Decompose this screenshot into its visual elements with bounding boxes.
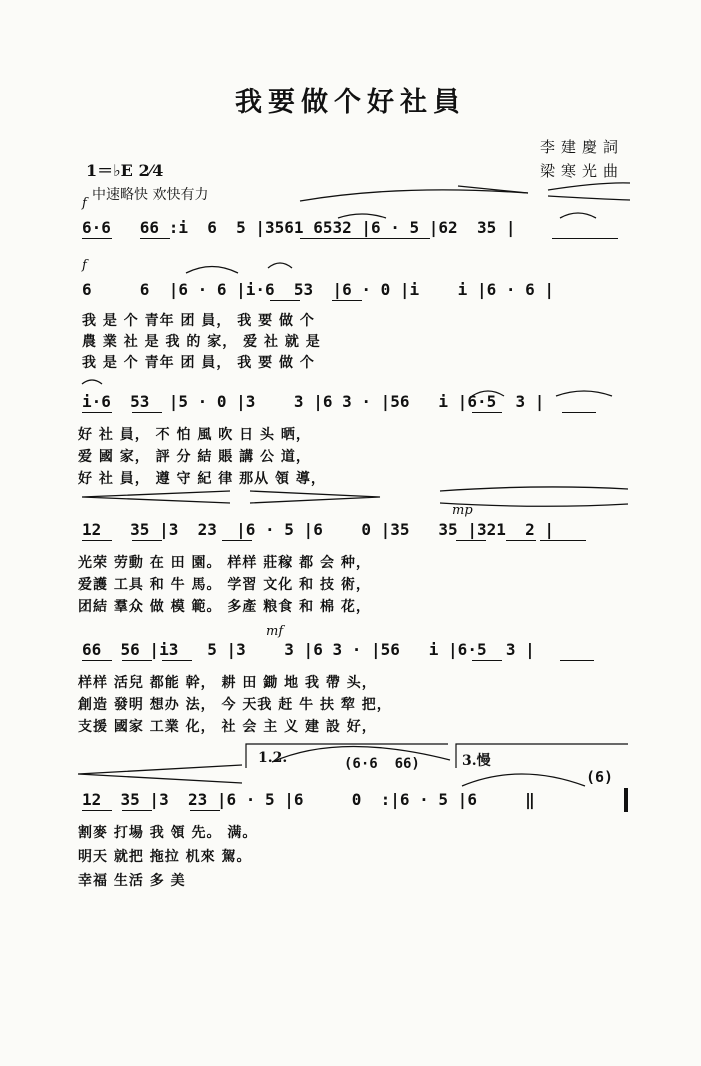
- key-signature: 1＝♭E 2⁄4: [86, 161, 164, 180]
- crescendo-hairpin: [300, 190, 528, 201]
- notation-line: 6 6 |6 · 6 |i·6 53 |6 · 0 |i i |6 · 6 |: [82, 280, 555, 299]
- lyric-line: 幸福 生活 多 美: [78, 873, 186, 889]
- tempo-marking: 中速略快 欢快有力: [92, 187, 209, 203]
- notation-line: i·6 53 |5 · 0 |3 3 |6 3 · |56 i |6·5 3 |: [82, 392, 545, 411]
- song-title: 我要做个好社員: [235, 87, 466, 118]
- lyric-line: 明天 就把 拖拉 机來 駕。: [78, 849, 252, 865]
- lyric-line: 支援 國家 工業 化， 社 会 主 义 建 設 好，: [78, 719, 377, 735]
- dynamic-forte: f: [82, 196, 87, 211]
- second-ending-label: 3.慢: [462, 753, 491, 769]
- composer-credit: 梁寒光曲: [540, 162, 625, 180]
- decrescendo-hairpin: [82, 491, 230, 503]
- repeat-notes: (6·6 66): [344, 756, 420, 772]
- lyric-line: 爱護 工具 和 牛 馬。 学習 文化 和 技 術，: [78, 577, 371, 593]
- notation-line: 66 56 |i3 5 |3 3 |6 3 · |56 i |6·5 3 |: [82, 640, 535, 659]
- lyric-line: 爱 國 家， 評 分 結 賬 講 公 道，: [78, 449, 311, 465]
- lyric-line: 我 是 个 青年 团 員， 我 要 做 个: [82, 355, 315, 371]
- lyric-line: 样样 活兒 都能 幹， 耕 田 鋤 地 我 帶 头，: [78, 675, 377, 691]
- notation-line: 12 35 |3 23 |6 · 5 |6 0 |35 35 |321 2 |: [82, 520, 555, 539]
- dynamic-mezzo-forte: mf: [266, 624, 284, 639]
- lyric-line: 農 業 社 是 我 的 家， 爱 社 就 是: [82, 334, 321, 350]
- notation-line: 12 35 |3 23 |6 · 5 |6 0 :|6 · 5 |6 ‖: [82, 790, 535, 809]
- dynamic-mezzo-piano: mp: [452, 503, 473, 518]
- lyric-line: 团結 羣众 做 模 範。 多產 粮食 和 棉 花，: [78, 599, 371, 615]
- lyric-line: 創造 發明 想办 法， 今 天我 赶 牛 扶 犂 把，: [78, 697, 392, 713]
- lyric-line: 割麥 打場 我 領 先。 满。: [78, 825, 258, 841]
- lyric-line: 我 是 个 青年 团 員， 我 要 做 个: [82, 313, 315, 329]
- lyric-line: 好 社 員， 遵 守 紀 律 那从 領 導，: [78, 471, 326, 487]
- lyric-line: 好 社 員， 不 怕 風 吹 日 头 晒，: [78, 427, 311, 443]
- first-ending-label: 1.2.: [258, 750, 288, 766]
- final-barline: [624, 788, 628, 812]
- lyricist-credit: 李建慶詞: [540, 138, 625, 156]
- slur: [186, 267, 238, 274]
- final-fermata-note: (6): [586, 768, 614, 786]
- notation-line: 6·6 66 :i 6 5 |3561 6532 |6 · 5 |62 35 |: [82, 218, 516, 237]
- lyric-line: 光荣 劳動 在 田 園。 样样 莊稼 都 会 种，: [78, 555, 371, 571]
- dynamic-forte: f: [82, 258, 87, 273]
